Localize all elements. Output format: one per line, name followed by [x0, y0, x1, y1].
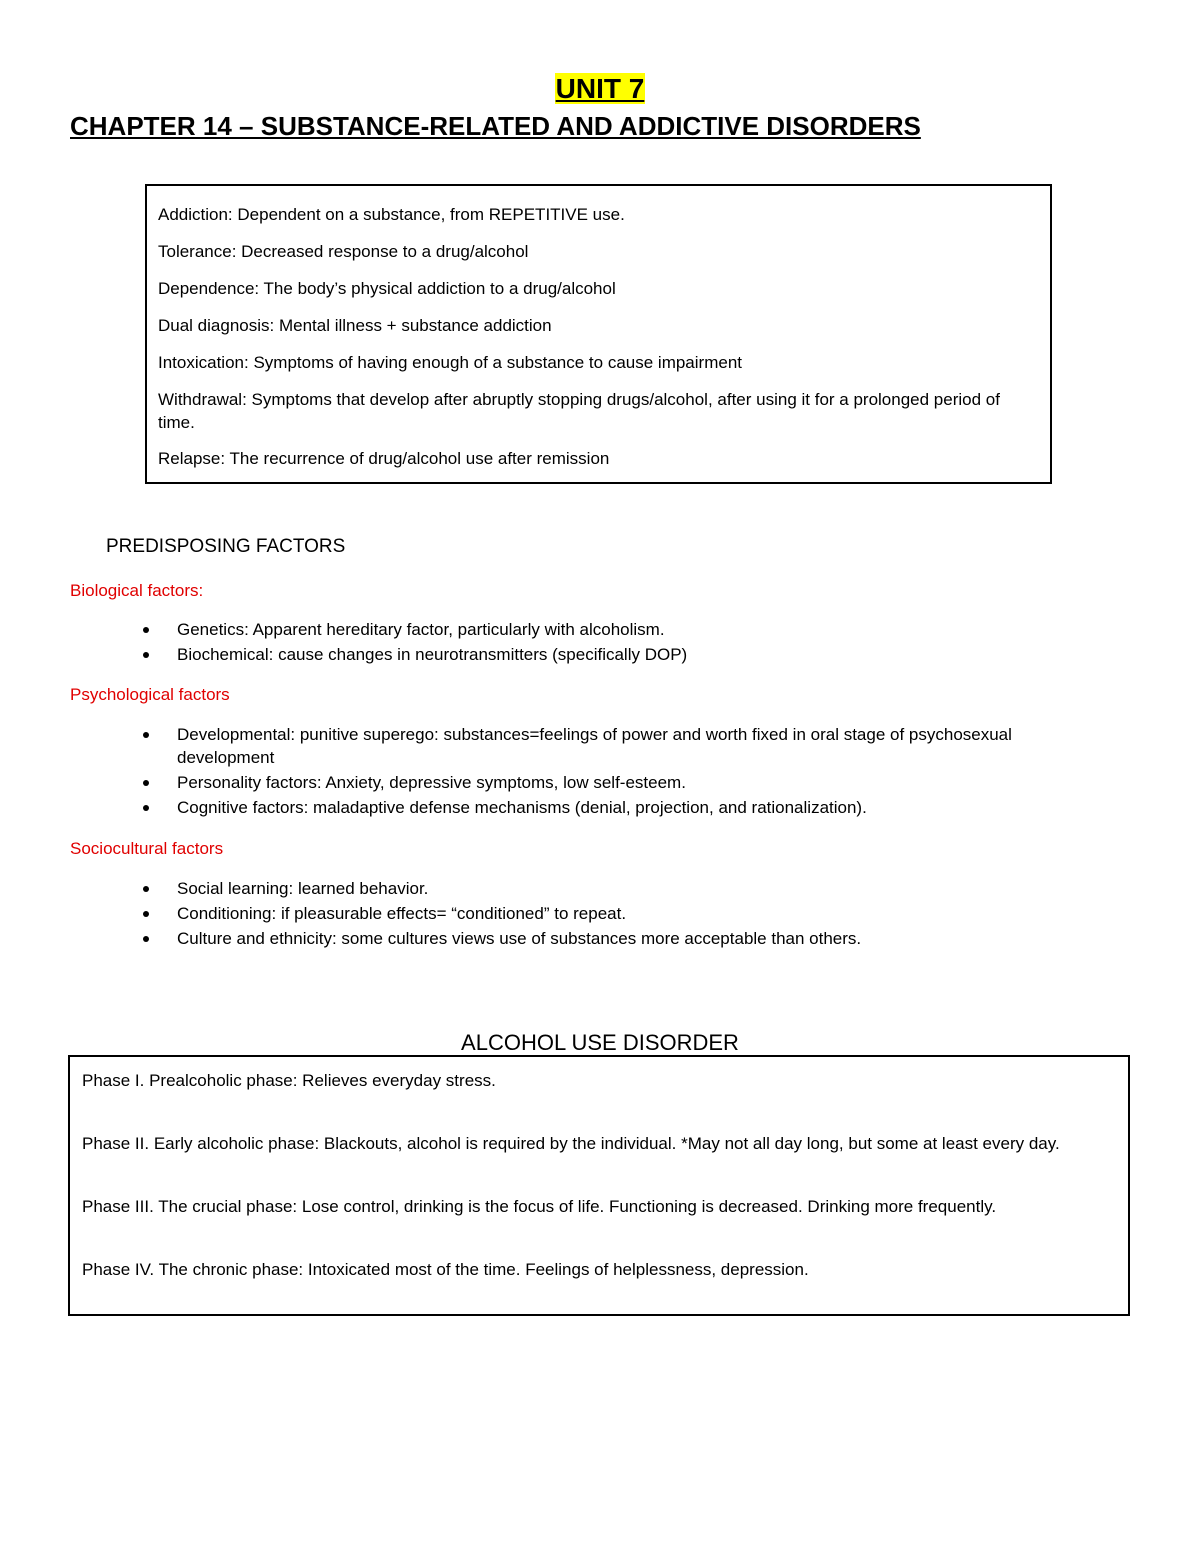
- unit-title: [0, 72, 1200, 106]
- phase-1: Phase I. Prealcoholic phase: Relieves everyday stress.: [82, 1071, 496, 1090]
- definitions-box: [145, 184, 1052, 484]
- bullet-icon: [143, 780, 149, 786]
- sociocultural-factors-list: [140, 877, 1080, 952]
- bullet-icon: [143, 886, 149, 892]
- phase-3: Phase III. The crucial phase: Lose control, drinking is the focus of life. Functioning is decreased. Drinking more frequently.: [82, 1197, 997, 1216]
- list-item-text: Cognitive factors: maladaptive defense mechanisms (denial, projection, and rationalization).: [177, 798, 867, 817]
- definition-addiction: Addiction: Dependent on a substance, from REPETITIVE use.: [158, 205, 625, 224]
- definition-dependence: Dependence: The body’s physical addiction to a drug/alcohol: [158, 279, 616, 298]
- list-item: [140, 618, 1080, 641]
- definition-dual-diagnosis: Dual diagnosis: Mental illness + substance addiction: [158, 316, 552, 335]
- list-item-text: Conditioning: if pleasurable effects= “conditioned” to repeat.: [177, 904, 627, 923]
- bullet-icon: [143, 627, 149, 633]
- list-item: [140, 771, 1080, 794]
- definition-withdrawal: Withdrawal: Symptoms that develop after abruptly stopping drugs/alcohol, after using it for a prolonged period of time.: [158, 390, 1000, 432]
- list-item: [140, 877, 1080, 900]
- psychological-factors-heading: Psychological factors: [70, 685, 230, 704]
- list-item-text: Developmental: punitive superego: substances=feelings of power and worth fixed in oral stage of psychosexual development: [177, 725, 1012, 767]
- definition-relapse: Relapse: The recurrence of drug/alcohol use after remission: [158, 449, 610, 468]
- definition-intoxication: Intoxication: Symptoms of having enough of a substance to cause impairment: [158, 353, 742, 372]
- list-item-text: Personality factors: Anxiety, depressive symptoms, low self-esteem.: [177, 773, 686, 792]
- list-item: [140, 643, 1080, 666]
- alcohol-use-disorder-heading: ALCOHOL USE DISORDER: [461, 1030, 739, 1055]
- psychological-factors-list: [140, 723, 1080, 821]
- alcohol-phases-box: [68, 1055, 1130, 1316]
- phase-2: Phase II. Early alcoholic phase: Blackouts, alcohol is required by the individual. *May not all day long, but some at least every day.: [82, 1134, 1060, 1153]
- chapter-title: CHAPTER 14 – SUBSTANCE-RELATED AND ADDICTIVE DISORDERS: [70, 111, 921, 141]
- bullet-icon: [143, 936, 149, 942]
- list-item-text: Genetics: Apparent hereditary factor, particularly with alcoholism.: [177, 620, 665, 639]
- list-item: [140, 796, 1080, 819]
- phase-4: Phase IV. The chronic phase: Intoxicated most of the time. Feelings of helplessness, depression.: [82, 1260, 809, 1279]
- unit-title-text: UNIT 7: [555, 73, 645, 104]
- biological-factors-heading: Biological factors:: [70, 581, 204, 600]
- sociocultural-factors-heading: Sociocultural factors: [70, 839, 224, 858]
- predisposing-factors-heading: PREDISPOSING FACTORS: [106, 536, 346, 557]
- biological-factors-list: [140, 618, 1080, 668]
- list-item-text: Social learning: learned behavior.: [177, 879, 429, 898]
- bullet-icon: [143, 911, 149, 917]
- list-item-text: Biochemical: cause changes in neurotransmitters (specifically DOP): [177, 645, 688, 664]
- list-item: [140, 902, 1080, 925]
- list-item: [140, 723, 1080, 769]
- bullet-icon: [143, 732, 149, 738]
- definition-tolerance: Tolerance: Decreased response to a drug/alcohol: [158, 242, 529, 261]
- list-item-text: Culture and ethnicity: some cultures views use of substances more acceptable than others.: [177, 929, 862, 948]
- list-item: [140, 927, 1080, 950]
- bullet-icon: [143, 652, 149, 658]
- bullet-icon: [143, 805, 149, 811]
